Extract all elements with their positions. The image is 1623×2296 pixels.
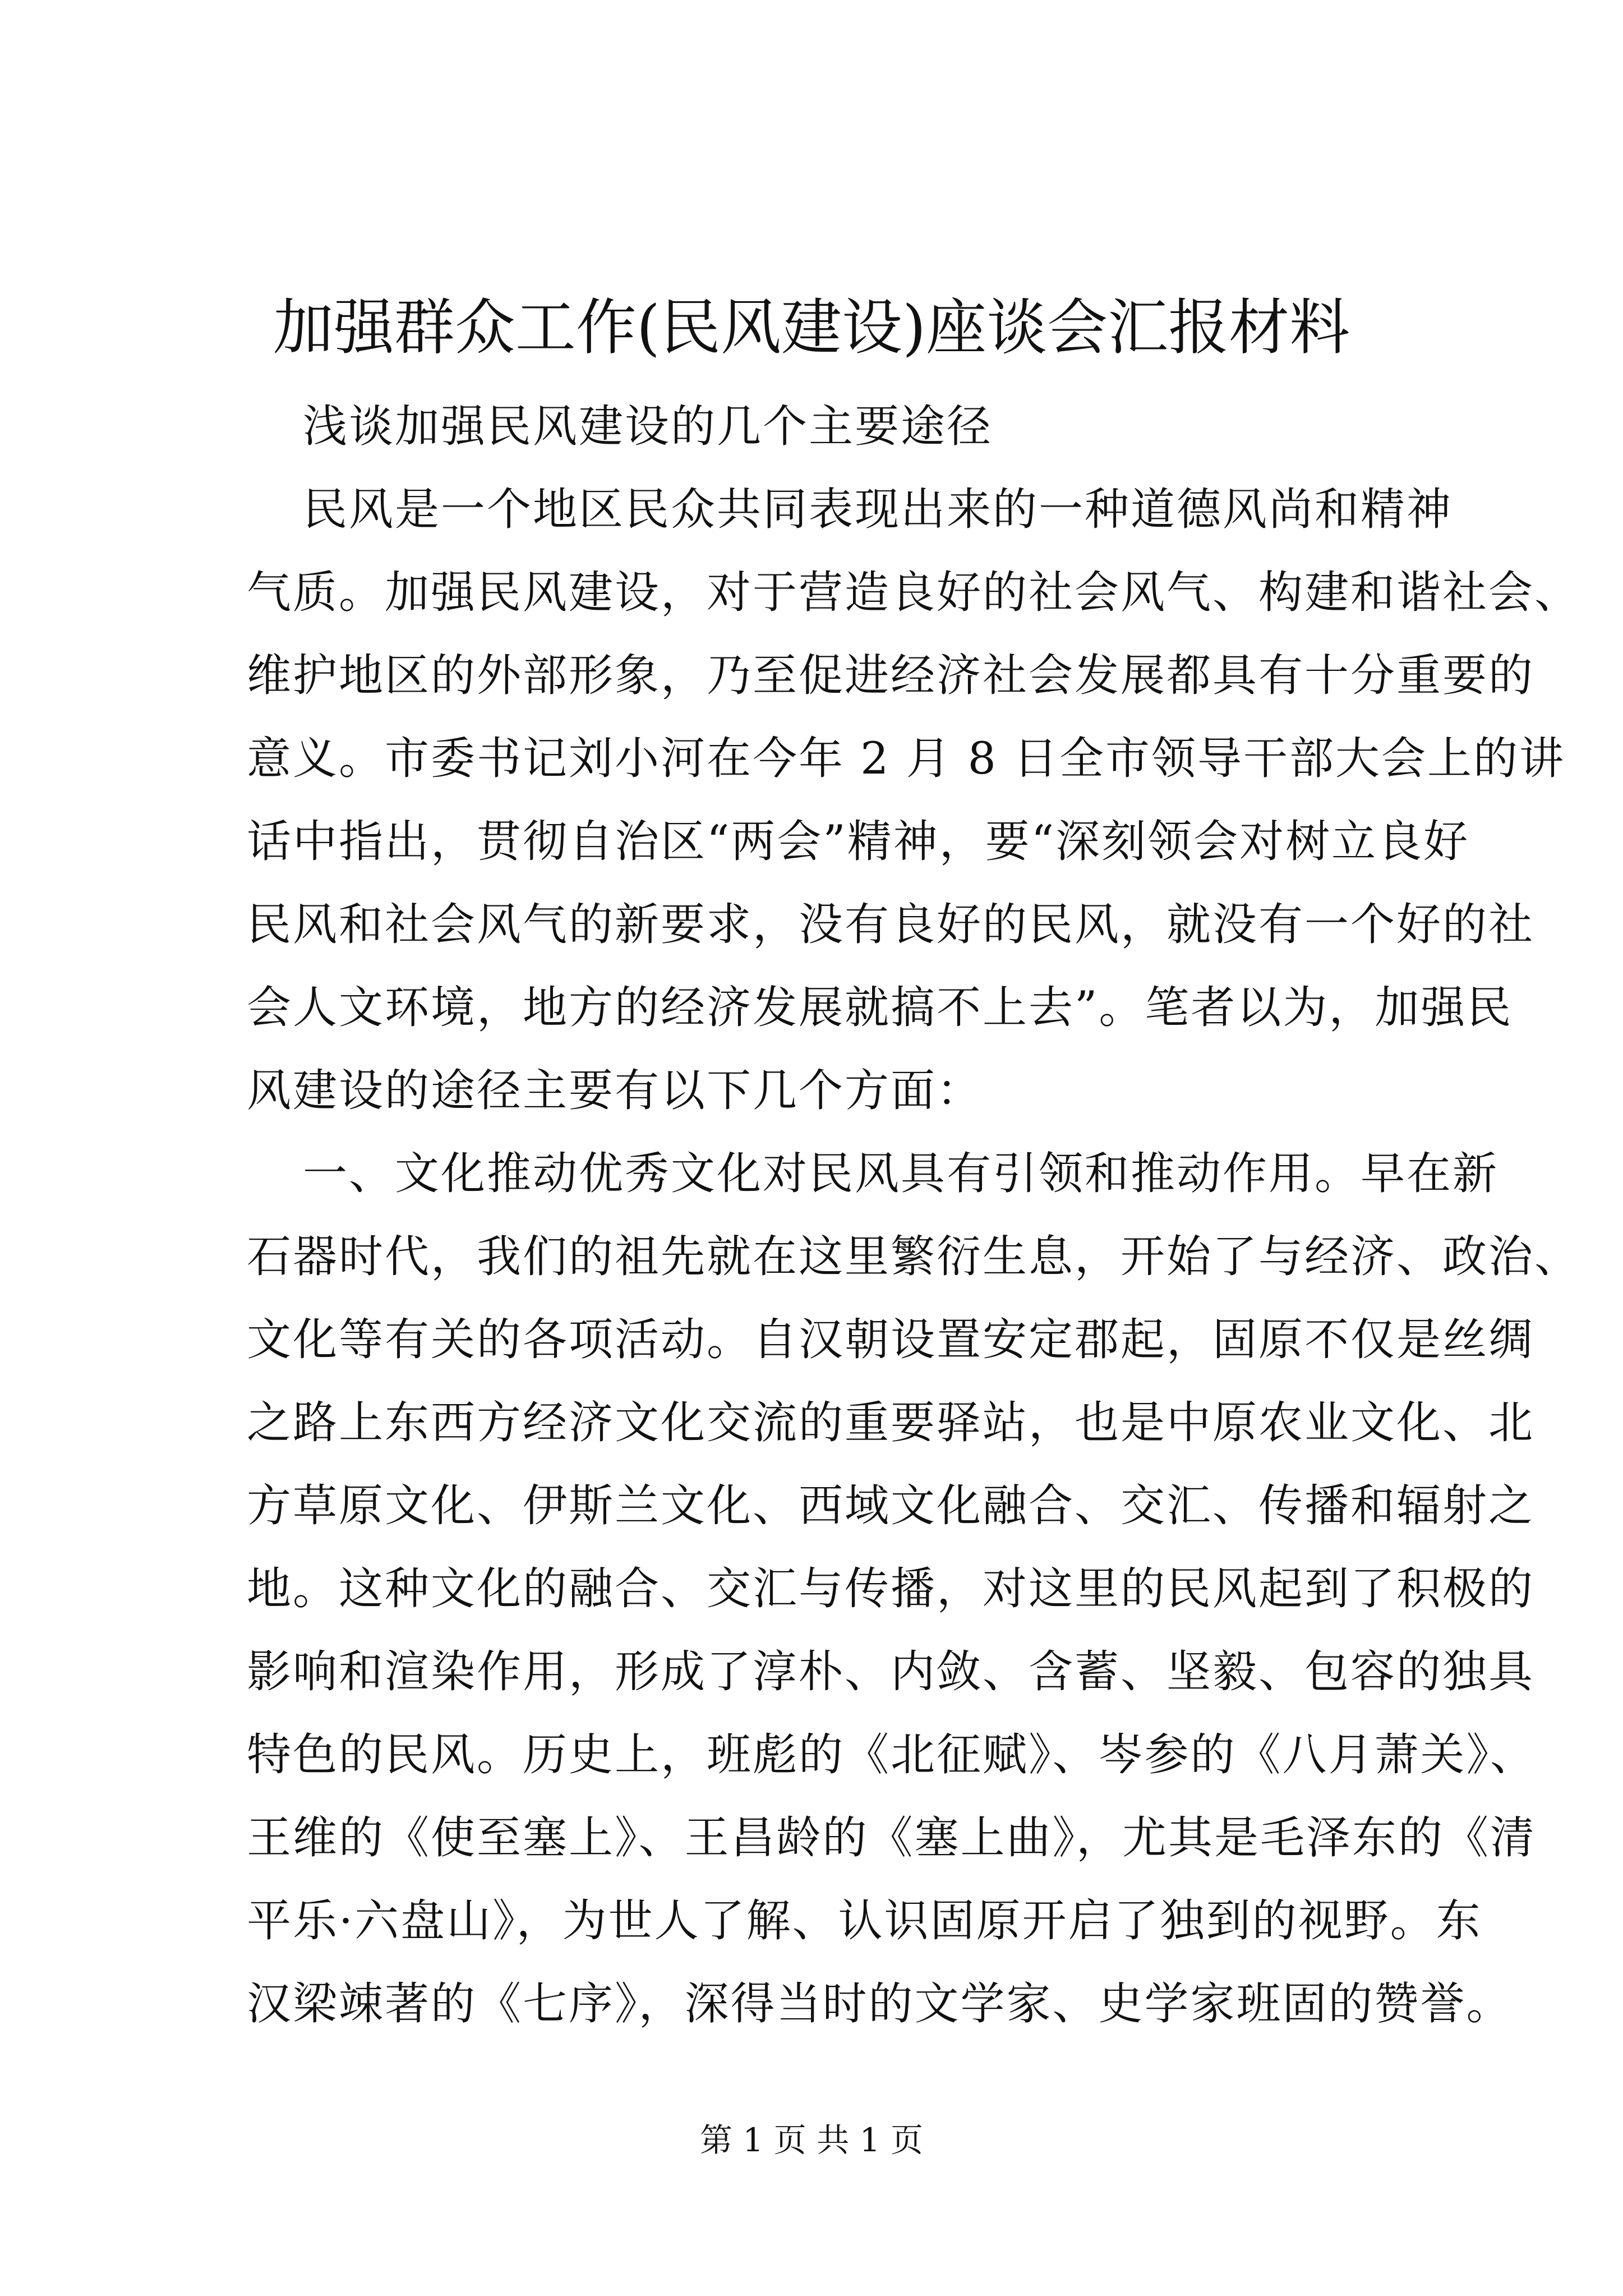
paragraph-line: 气质。加强民风建设，对于营造良好的社会风气、构建和谐社会、 — [247, 567, 1580, 618]
paragraph-line: 话中指出，贯彻自治区“两会”精神，要“深刻领会对树立良好 — [247, 816, 1470, 867]
document-title: 加强群众工作(民风建设)座谈会汇报材料 — [273, 293, 1350, 363]
page-footer: 第 1 页 共 1 页 — [700, 2121, 923, 2159]
paragraph-line: 方草原文化、伊斯兰文化、西域文化融合、交汇、传播和辐射之 — [247, 1480, 1534, 1531]
paragraph-first-line: 民风是一个地区民众共同表现出来的一种道德风尚和精神 — [303, 484, 1453, 535]
paragraph-line: 王维的《使至塞上》、王昌龄的《塞上曲》，尤其是毛泽东的《清 — [247, 1812, 1536, 1864]
paragraph-line: 之路上东西方经济文化交流的重要驿站，也是中原农业文化、北 — [247, 1397, 1534, 1448]
paragraph-first-line: 浅谈加强民风建设的几个主要途径 — [303, 401, 993, 452]
paragraph-line: 特色的民风。历史上，班彪的《北征赋》、岑参的《八月萧关》、 — [247, 1729, 1536, 1780]
paragraph-line: 维护地区的外部形象，乃至促进经济社会发展都具有十分重要的 — [247, 650, 1534, 701]
paragraph-line: 石器时代，我们的祖先就在这里繁衍生息，开始了与经济、政治、 — [247, 1231, 1580, 1282]
paragraph-line: 意义。市委书记刘小河在今年 2 月 8 日全市领导干部大会上的讲 — [247, 733, 1565, 784]
paragraph-line: 汉梁竦著的《七序》，深得当时的文学家、史学家班固的赞誉。 — [247, 1978, 1513, 2030]
paragraph-line: 平乐·六盘山》，为世人了解、认识固原开启了独到的视野。东 — [247, 1895, 1482, 1947]
paragraph-first-line: 一、文化推动优秀文化对民风具有引领和推动作用。早在新 — [303, 1148, 1498, 1199]
paragraph-line: 地。这种文化的融合、交汇与传播，对这里的民风起到了积极的 — [247, 1563, 1534, 1614]
paragraph-line: 民风和社会风气的新要求，没有良好的民风，就没有一个好的社 — [247, 899, 1534, 950]
paragraph-line: 风建设的途径主要有以下几个方面： — [247, 1065, 983, 1116]
paragraph-line: 会人文环境，地方的经济发展就搞不上去”。笔者以为，加强民 — [247, 982, 1513, 1033]
paragraph-line: 影响和渲染作用，形成了淳朴、内敛、含蓄、坚毅、包容的独具 — [247, 1646, 1534, 1697]
paragraph-line: 文化等有关的各项活动。自汉朝设置安定郡起，固原不仅是丝绸 — [247, 1314, 1534, 1365]
